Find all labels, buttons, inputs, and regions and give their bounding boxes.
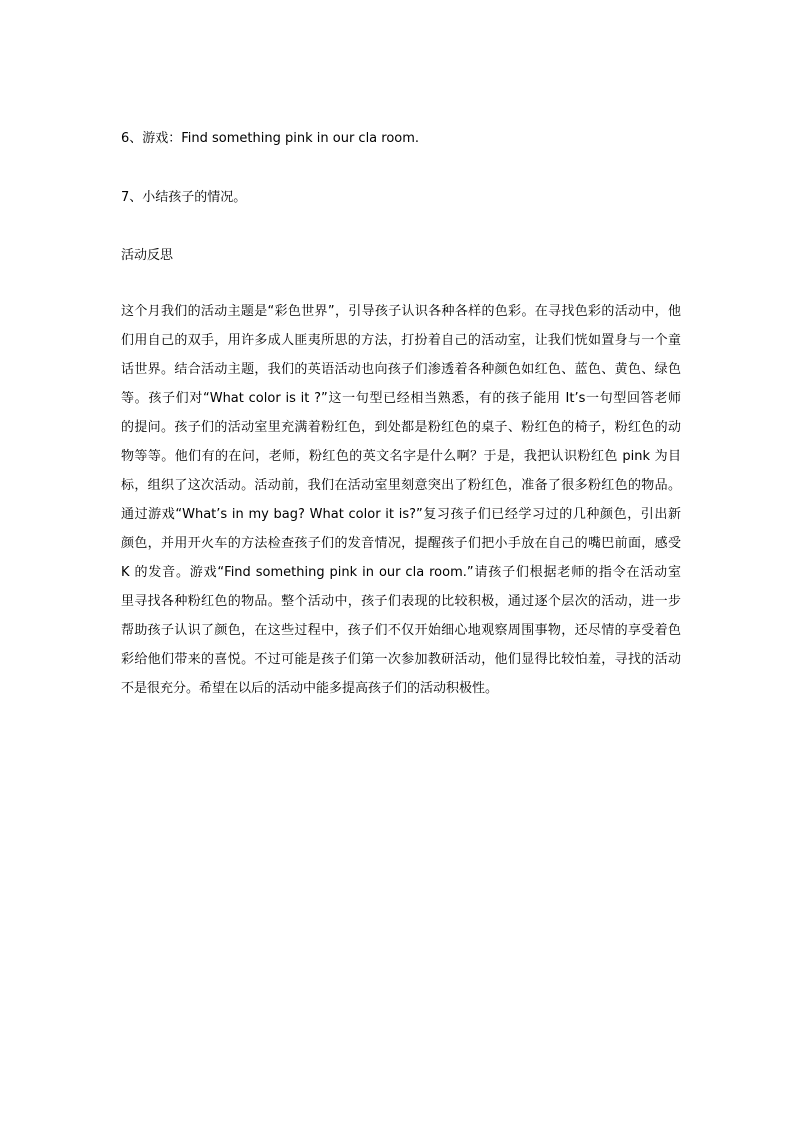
- reflection-line: 话世界。结合活动主题，我们的英语活动也向孩子们渗透着各种颜色如红色、蓝色、黄色、绿色: [121, 362, 681, 377]
- reflection-line: 颜色，并用开火车的方法检查孩子们的发音情况，提醒孩子们把小手放在自己的嘴巴前面，感受: [121, 536, 681, 551]
- reflection-line: 们用自己的双手，用许多成人匪夷所思的方法，打扮着自己的活动室，让我们恍如置身与一个童: [121, 333, 681, 348]
- activity-step-6: 6、游戏：Find something pink in our cla room.: [121, 131, 420, 146]
- reflection-line: 帮助孩子认识了颜色，在这些过程中，孩子们不仅开始细心地观察周围事物，还尽情的享受着色: [121, 623, 681, 638]
- reflection-line: 通过游戏“What’s in my bag? What color it is?”复习孩子们已经学习过的几种颜色，引出新: [121, 507, 681, 522]
- reflection-line: 这个月我们的活动主题是“彩色世界”，引导孩子认识各种各样的色彩。在寻找色彩的活动中，他: [121, 304, 681, 319]
- reflection-line: K 的发音。游戏“Find something pink in our cla room.”请孩子们根据老师的指令在活动室: [121, 565, 681, 580]
- section-heading: 活动反思: [121, 248, 174, 263]
- reflection-line: 不是很充分。希望在以后的活动中能多提高孩子们的活动积极性。: [121, 681, 499, 696]
- activity-step-7: 7、小结孩子的情况。: [121, 190, 247, 205]
- reflection-line: 彩给他们带来的喜悦。不过可能是孩子们第一次参加教研活动，他们显得比较怕羞，寻找的活动: [121, 652, 681, 667]
- reflection-paragraph: [121, 302, 681, 708]
- reflection-line: 等。孩子们对“What color is it ?”这一句型已经相当熟悉，有的孩子能用 It’s一句型回答老师: [121, 391, 681, 406]
- reflection-line: 标，组织了这次活动。活动前，我们在活动室里刻意突出了粉红色，准备了很多粉红色的物品。: [121, 478, 681, 493]
- reflection-line: 的提问。孩子们的活动室里充满着粉红色，到处都是粉红色的桌子、粉红色的椅子，粉红色的动: [121, 420, 681, 435]
- reflection-line: 物等等。他们有的在问，老师，粉红色的英文名字是什么啊？于是，我把认识粉红色 pink 为目: [121, 449, 681, 464]
- reflection-line: 里寻找各种粉红色的物品。整个活动中，孩子们表现的比较积极，通过逐个层次的活动，进一步: [121, 594, 681, 609]
